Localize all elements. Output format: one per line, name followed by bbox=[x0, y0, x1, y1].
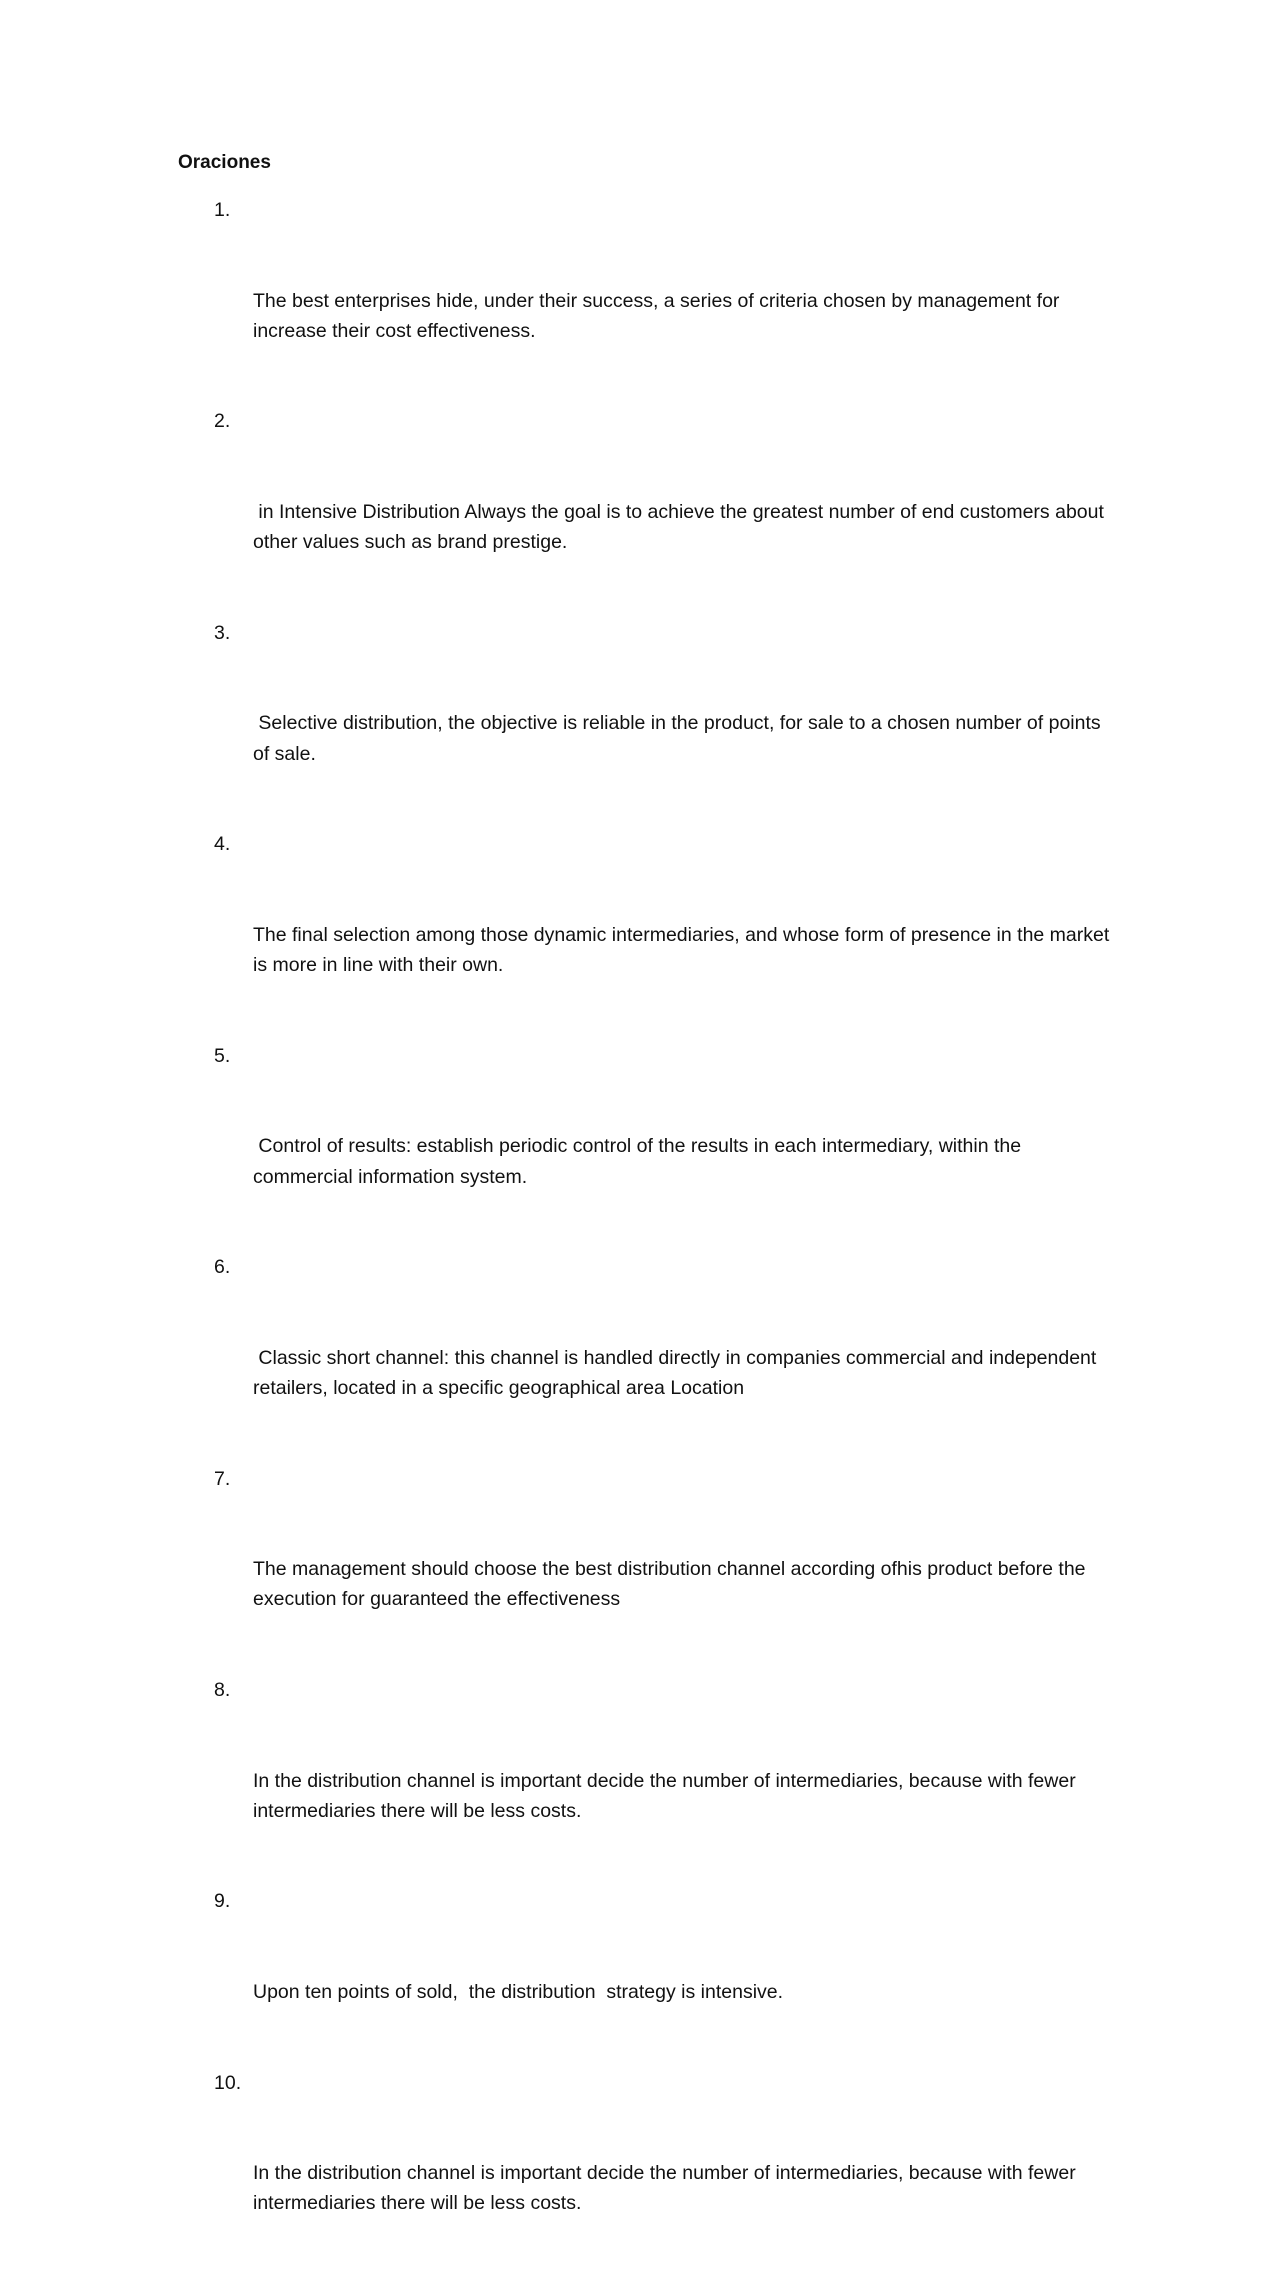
list-item bbox=[178, 618, 1118, 829]
item-text: The management should choose the best distribution channel according ofhis product before the execution for guaranteed the effectiveness bbox=[253, 1558, 1091, 1611]
list-item bbox=[178, 2068, 1118, 2279]
item-number: 9. bbox=[214, 1890, 231, 1913]
item-number: 4. bbox=[214, 833, 231, 856]
item-text: In the distribution channel is important decide the number of intermediaries, because with fewer intermediaries there will be less costs. bbox=[253, 2162, 1082, 2215]
item-text: Classic short channel: this channel is handled directly in companies commercial and independent retailers, located in a specific geographical area Location bbox=[253, 1346, 1102, 1399]
item-text: Upon ten points of sold, the distribution strategy is intensive. bbox=[253, 1980, 784, 2003]
item-number: 10. bbox=[214, 2071, 242, 2094]
list-item bbox=[178, 1464, 1118, 1675]
item-number: 5. bbox=[214, 1044, 231, 1067]
item-number: 6. bbox=[214, 1256, 231, 1279]
item-text: The best enterprises hide, under their success, a series of criteria chosen by management for increase their cost effectiveness. bbox=[253, 289, 1065, 342]
item-number: 3. bbox=[214, 621, 231, 644]
list-item bbox=[178, 406, 1118, 617]
item-number: 8. bbox=[214, 1678, 231, 1701]
list-item bbox=[178, 1252, 1118, 1463]
item-number: 1. bbox=[214, 199, 231, 221]
item-text: In the distribution channel is important decide the number of intermediaries, because with fewer intermediaries there will be less costs. bbox=[253, 1769, 1082, 1822]
item-text: The final selection among those dynamic intermediaries, and whose form of presence in the market is more in line with their own. bbox=[253, 923, 1115, 977]
item-text: Selective distribution, the objective is reliable in the product, for sale to a chosen number of points of sale. bbox=[253, 712, 1107, 765]
list-item bbox=[178, 1886, 1118, 2067]
list-item bbox=[178, 1675, 1118, 1886]
item-number: 2. bbox=[214, 410, 231, 433]
document-title: Oraciones bbox=[178, 152, 271, 173]
list-item bbox=[178, 829, 1118, 1040]
list-item bbox=[178, 1041, 1118, 1252]
sentence-list bbox=[178, 195, 1118, 2279]
item-number: 7. bbox=[214, 1467, 231, 1490]
item-text: Control of results: establish periodic control of the results in each intermediary, within the commercial information system. bbox=[253, 1135, 1027, 1188]
list-item bbox=[178, 195, 1118, 406]
item-text: in Intensive Distribution Always the goal is to achieve the greatest number of end customers about other values such as brand prestige. bbox=[253, 501, 1110, 554]
